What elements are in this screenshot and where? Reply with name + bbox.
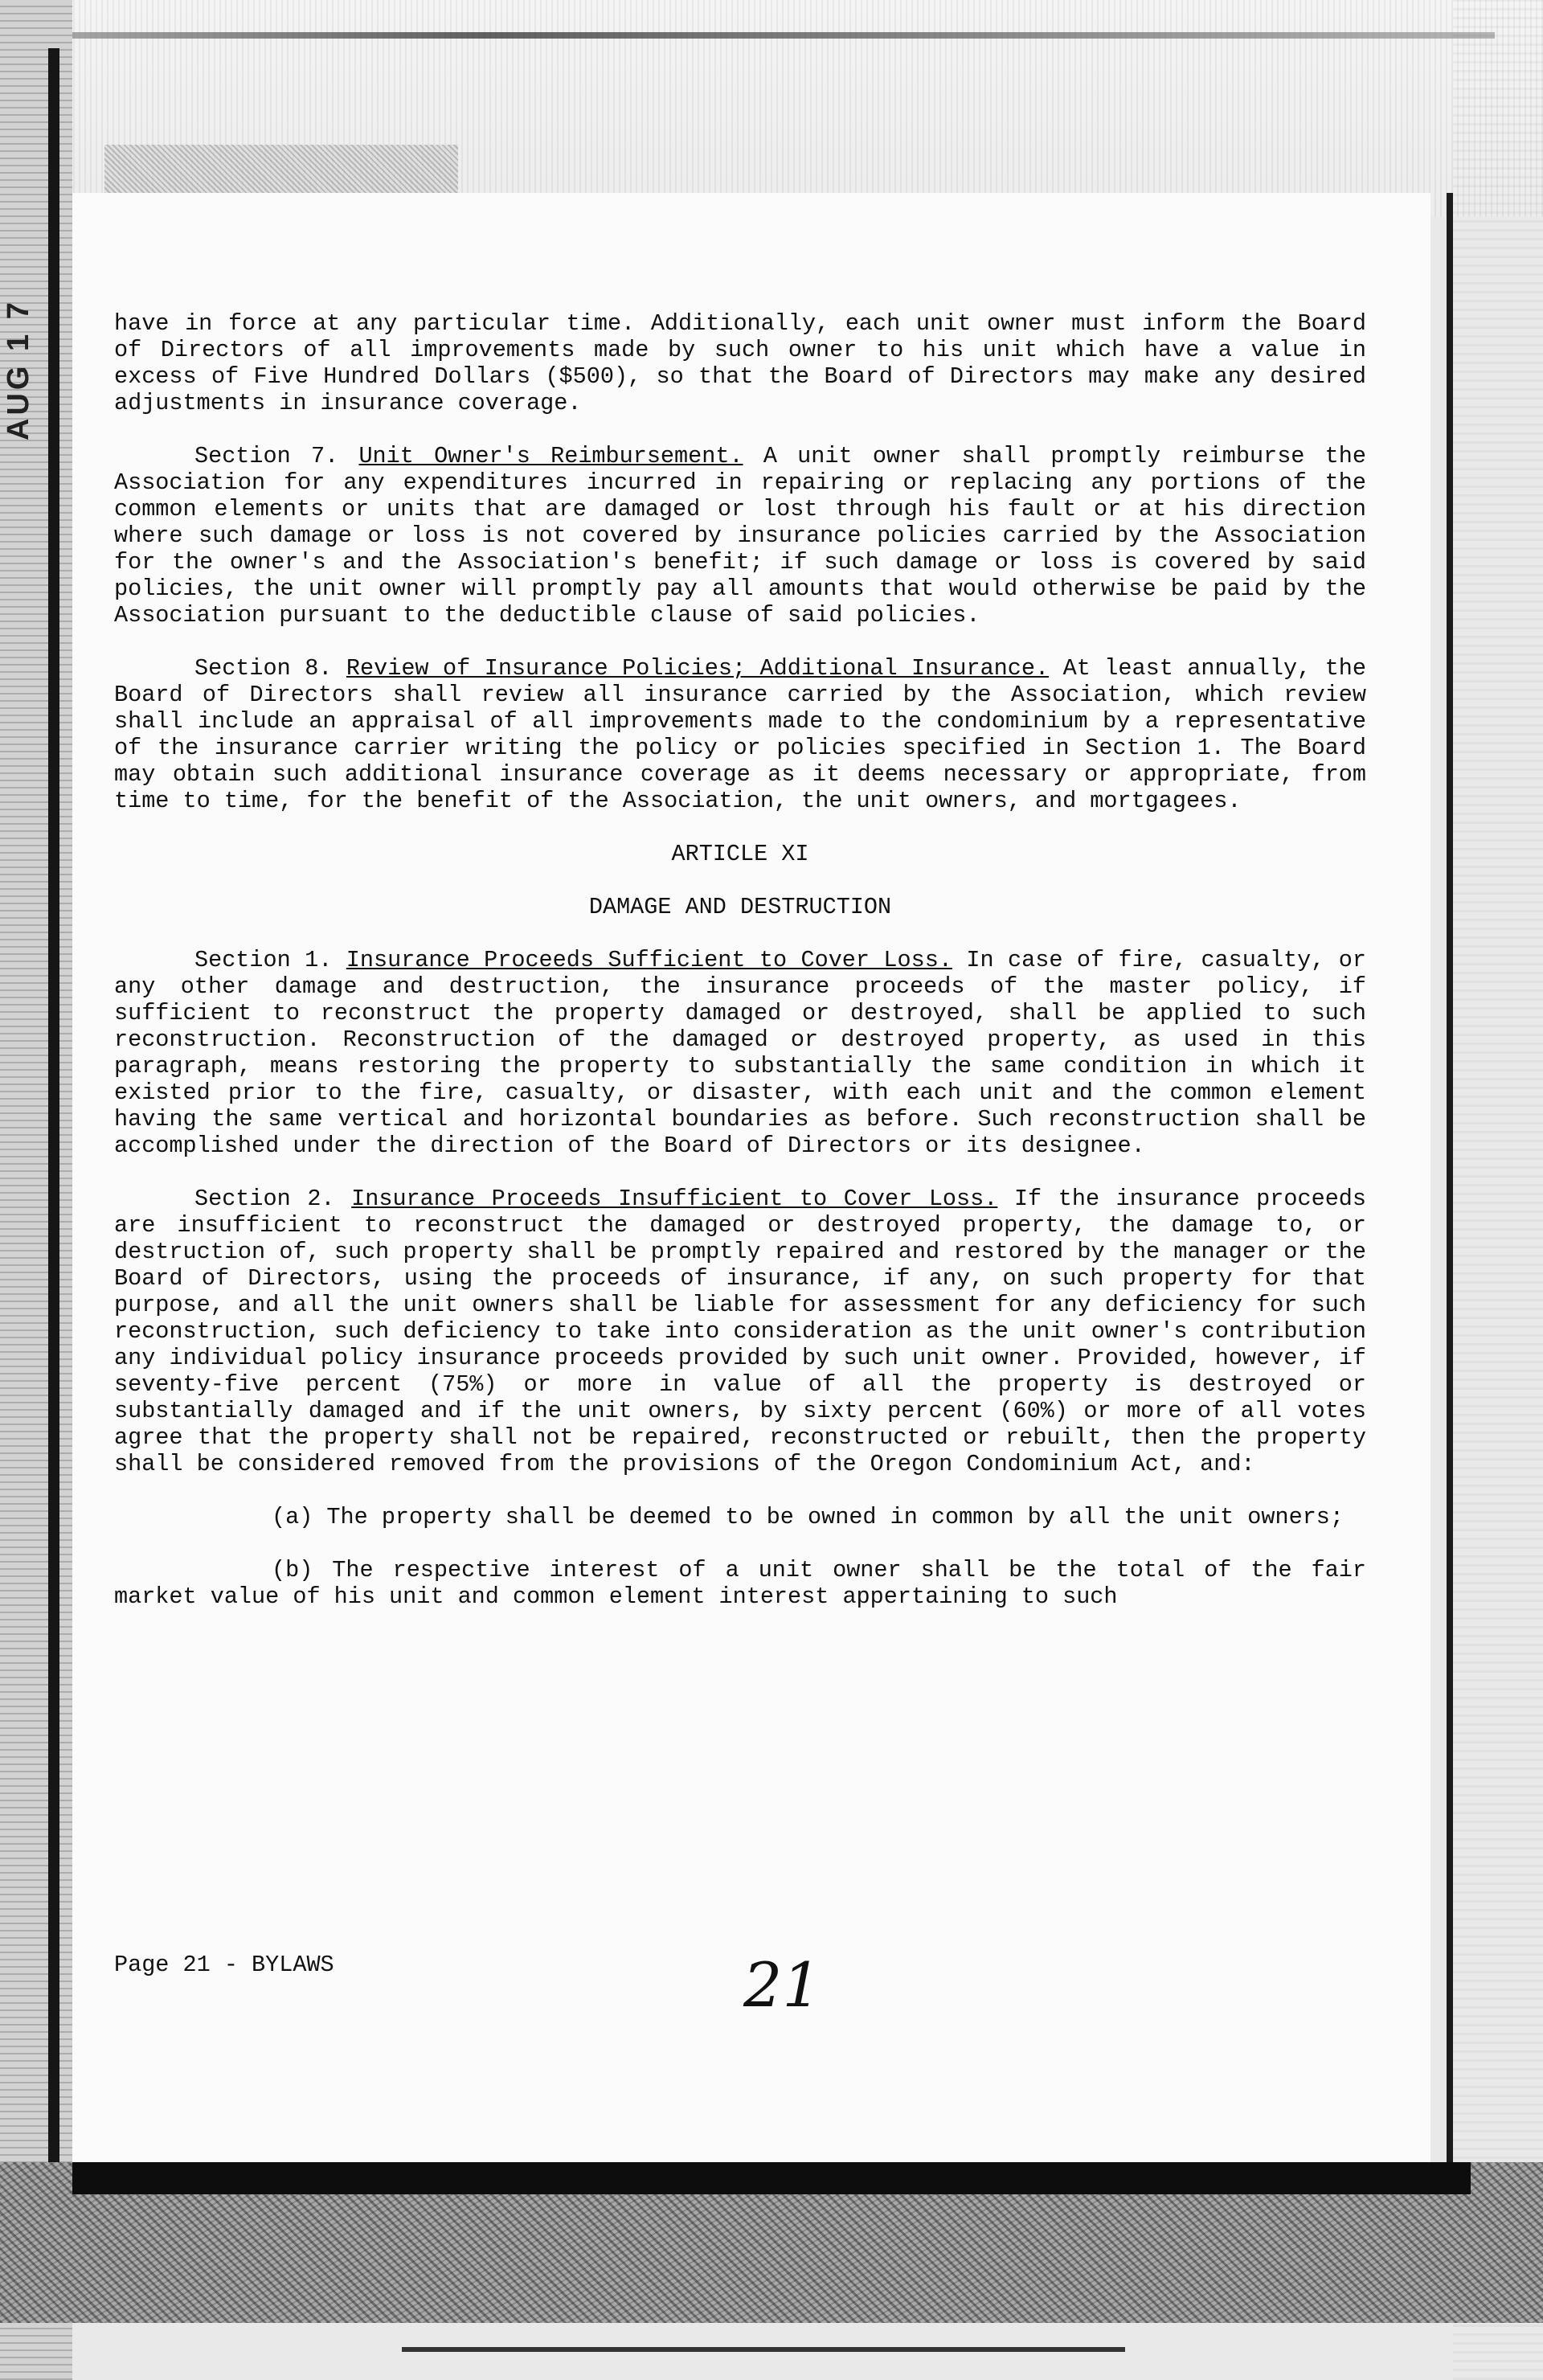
article-heading: ARTICLE XI bbox=[671, 841, 809, 867]
article-xi-section-1-paragraph bbox=[114, 947, 1366, 1159]
date-stamp: AUG 1 7 bbox=[2, 299, 35, 440]
scan-bottom-rule bbox=[402, 2347, 1125, 2352]
article-xi-section-2-label: Section 2. bbox=[194, 1186, 335, 1212]
page-footer bbox=[114, 1952, 1366, 1978]
section-7-label: Section 7. bbox=[194, 443, 339, 469]
section-7-text: A unit owner shall promptly reimburse the Association for any expenditures incurred in repairing or replacing any portions of the common elements or units that are damaged or lost through his fault or at his direction where such damage or loss is not covered by insurance policies carried by the Association for the owner's and the Association's benefit; if such damage or loss is covered by said policies, the unit owner will promptly pay all amounts that would otherwise be paid by the Association pursuant to the deductible clause of said policies. bbox=[114, 443, 1366, 629]
article-xi-section-1-text: In case of fire, casualty, or any other damage and destruction, the insurance proceeds of the master policy, if sufficient to reconstruct the property damaged or destroyed, shall be applied to such reconstruction. Reconstruction of the damaged or destroyed property, as used in this paragraph, means restoring the property to substantially the same condition in which it existed prior to the fire, casualty, or disaster, with each unit and the common element having the same vertical and horizontal boundaries as before. Such reconstruction shall be accomplished under the direction of the Board of Directors or its designee. bbox=[114, 947, 1366, 1159]
section-7-title: Unit Owner's Reimbursement. bbox=[358, 443, 743, 469]
article-title: DAMAGE AND DESTRUCTION bbox=[588, 894, 892, 920]
section-8-paragraph bbox=[114, 655, 1366, 814]
section-7-paragraph bbox=[114, 443, 1366, 629]
scan-right-edge-bar bbox=[1447, 193, 1453, 2186]
scan-top-rule bbox=[48, 32, 1495, 39]
article-xi-section-2-title: Insurance Proceeds Insufficient to Cover Loss. bbox=[351, 1186, 998, 1212]
paragraph-insurance-improvements: have in force at any particular time. Additionally, each unit owner must inform the Board of Directors of all improvements made by such owner to his unit which have a value in excess of Five Hundred Dollars ($500), so that the Board of Directors may make any desired adjustments in insurance coverage. bbox=[114, 310, 1366, 416]
list-item-b: (b) The respective interest of a unit owner shall be the total of the fair market value of his unit and common element interest appertaining to such bbox=[114, 1557, 1366, 1610]
section-8-title: Review of Insurance Policies; Additional Insurance. bbox=[346, 655, 1050, 682]
section-8-label: Section 8. bbox=[194, 655, 333, 682]
article-xi-section-2-text: If the insurance proceeds are insufficient to reconstruct the damaged or destroyed property, the damage to, or destruction of, such property shall be promptly repaired and restored by the manager or the Board of Directors, using the proceeds of insurance, if any, on such property for that purpose, and all the unit owners shall be liable for assessment for any deficiency for such reconstruction, such deficiency to take into consideration as the unit owner's contribution any individual policy insurance proceeds provided by such unit owner. Provided, however, if seventy-five percent (75%) or more in value of all the property is destroyed or substantially damaged and if the unit owners, by sixty percent (60%) or more of all votes agree that the property shall not be repaired, reconstructed or rebuilt, then the property shall be considered removed from the provisions of the Oregon Condominium Act, and: bbox=[114, 1186, 1367, 1477]
document-page bbox=[72, 193, 1430, 2162]
handwritten-page-number: 21 bbox=[743, 1949, 821, 2021]
scan-left-edge-bar bbox=[48, 48, 59, 2315]
document-body bbox=[114, 310, 1366, 1637]
article-xi-section-1-label: Section 1. bbox=[194, 947, 333, 973]
page-number-label: Page 21 - BYLAWS bbox=[114, 1952, 334, 1978]
scan-bottom-edge-bar bbox=[72, 2162, 1471, 2194]
scan-right-margin bbox=[1453, 0, 1543, 2380]
list-item-a: (a) The property shall be deemed to be owned in common by all the unit owners; bbox=[272, 1504, 1344, 1530]
article-xi-section-1-title: Insurance Proceeds Sufficient to Cover Loss. bbox=[346, 947, 952, 973]
article-xi-section-2-paragraph bbox=[114, 1186, 1366, 1477]
section-8-text: At least annually, the Board of Directors shall review all insurance carried by the Association, which review shall include an appraisal of all improvements made to the condominium by a representative of the insurance carrier writing the policy or policies specified in Section 1. The Board may obtain such additional insurance coverage as it deems necessary or appropriate, from time to time, for the benefit of the Association, the unit owners, and mortgagees. bbox=[114, 655, 1367, 814]
